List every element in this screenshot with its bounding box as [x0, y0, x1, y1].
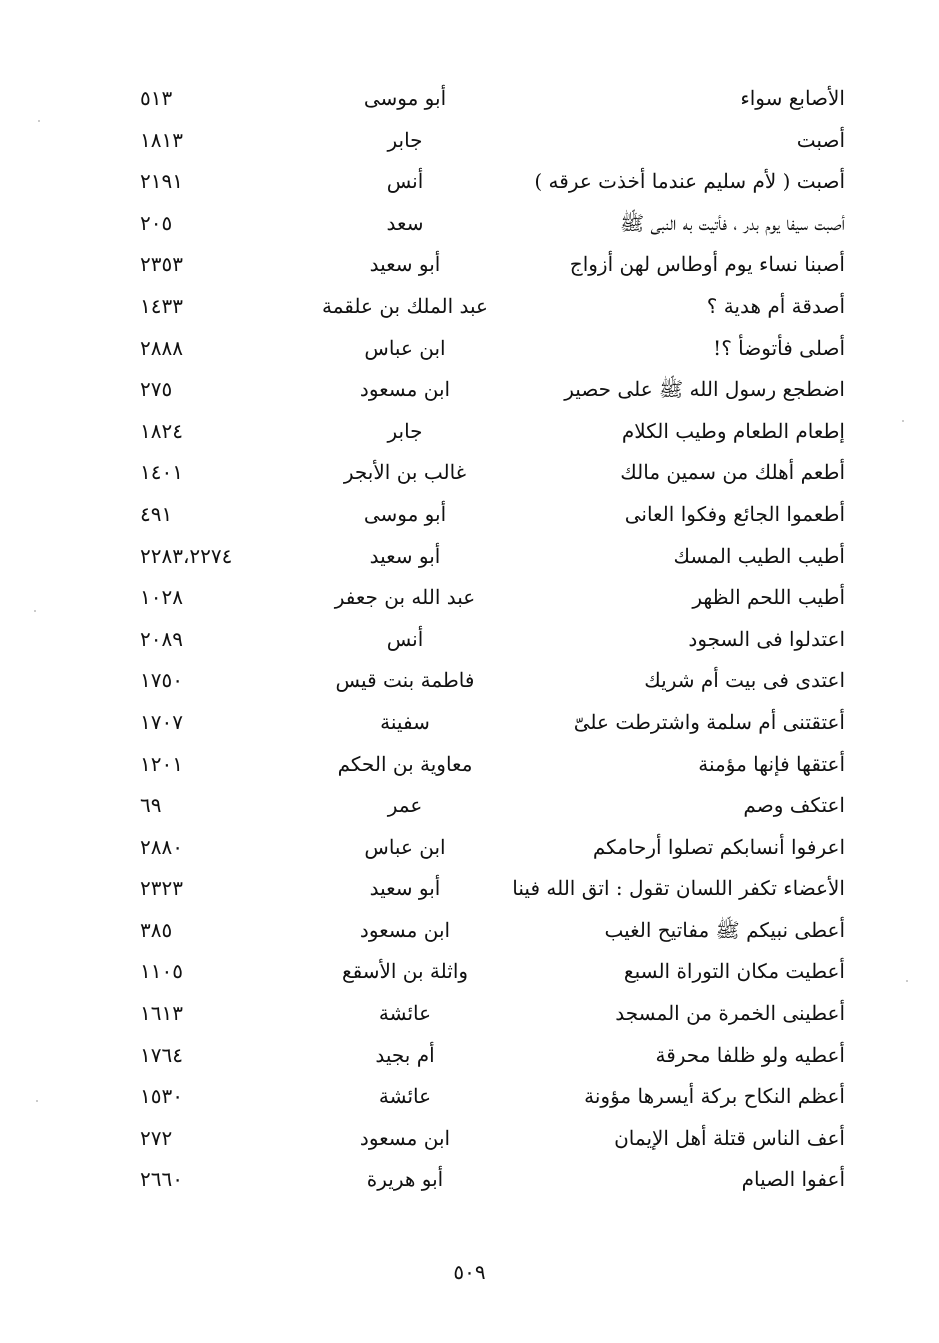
narrator-name: أبو موسى — [363, 501, 447, 526]
hadith-text: اعرفوا أنسابكم تصلوا أرحامكم — [592, 834, 845, 859]
hadith-text: أصبنا نساء يوم أوطاس لهن أزواج — [569, 252, 845, 277]
hadith-text: أعطيه ولو ظلفا محرقة — [655, 1042, 845, 1067]
hadith-text: أعظم النكاح بركة أيسرها مؤونة — [584, 1084, 845, 1109]
index-row — [0, 328, 939, 370]
hadith-number: ٢١٩١ — [140, 169, 183, 194]
hadith-text: الأعضاء تكفر اللسان تقول : اتق الله فينا — [512, 876, 845, 901]
narrator-name: أبو موسى — [363, 86, 447, 110]
hadith-number: ٢٧٢ — [140, 1125, 173, 1150]
margin-dot — [34, 610, 36, 612]
hadith-number: ١٥٣٠ — [140, 1084, 183, 1109]
narrator-name: أم بجيد — [375, 1042, 435, 1067]
hadith-number: ١٤٣٣ — [140, 293, 183, 318]
hadith-number: ١٨٢٤ — [140, 418, 183, 443]
hadith-text: أعطينى الخمرة من المسجد — [615, 1001, 845, 1026]
index-row — [0, 78, 939, 120]
index-row — [0, 993, 939, 1035]
index-row — [0, 120, 939, 162]
hadith-text: أطعم أهلك من سمين مالك — [620, 460, 845, 485]
hadith-text: أعتقها فإنها مؤمنة — [698, 751, 845, 776]
hadith-number: ١٤٠١ — [140, 460, 183, 485]
hadith-text: أعف الناس قتلة أهل الإيمان — [614, 1125, 845, 1150]
narrator-name: جابر — [387, 127, 423, 152]
hadith-text: أصدقة أم هدية ؟ — [706, 293, 845, 318]
narrator-name: ابن مسعود — [359, 377, 451, 402]
index-row — [0, 1159, 939, 1201]
index-row — [0, 910, 939, 952]
hadith-number: ١٠٢٨ — [140, 585, 183, 610]
index-row — [0, 619, 939, 661]
hadith-text: أطيب الطيب المسك — [673, 543, 845, 568]
hadith-text: اعتكف وصم — [743, 793, 845, 818]
hadith-number: ٢٣٥٣ — [140, 252, 183, 277]
margin-dot — [38, 120, 40, 122]
narrator-name: فاطمة بنت قيس — [335, 668, 475, 693]
index-row — [0, 1076, 939, 1118]
hadith-number: ٥١٣ — [140, 86, 173, 110]
narrator-name: أبو سعيد — [369, 543, 441, 568]
narrator-name: معاوية بن الحكم — [337, 751, 473, 776]
index-row — [0, 494, 939, 536]
narrator-name: واثلة بن الأسقع — [341, 959, 469, 984]
narrator-name: ابن مسعود — [359, 1125, 451, 1150]
index-row — [0, 286, 939, 328]
hadith-index-table — [0, 78, 939, 1201]
index-row — [0, 577, 939, 619]
index-row — [0, 536, 939, 578]
index-row — [0, 161, 939, 203]
hadith-number: ٢٠٥ — [140, 210, 173, 235]
hadith-text: أعتقتنى أم سلمة واشترطت علىّ — [573, 709, 845, 734]
index-row — [0, 452, 939, 494]
hadith-number: ٢٨٨٨ — [140, 335, 183, 360]
margin-dot — [36, 1100, 38, 1102]
hadith-number: ١٦١٣ — [140, 1001, 183, 1026]
hadith-text: اعتدى فى بيت أم شريك — [644, 668, 845, 693]
index-row — [0, 660, 939, 702]
hadith-number: ١٨١٣ — [140, 127, 183, 152]
index-row — [0, 702, 939, 744]
narrator-name: عبد الله بن جعفر — [334, 585, 476, 610]
index-row — [0, 868, 939, 910]
hadith-number: ٢٢٨٣،٢٢٧٤ — [140, 543, 233, 568]
hadith-number: ٤٩١ — [140, 501, 173, 526]
narrator-name: سفينة — [380, 709, 430, 734]
index-row — [0, 411, 939, 453]
index-row — [0, 744, 939, 786]
hadith-text: أعطى نبيكم ﷺ مفاتيح الغيب — [604, 917, 845, 942]
hadith-number: ٢٠٨٩ — [140, 626, 183, 651]
hadith-text: أصبت سيفا يوم بدر ، فأتيت به النبى ﷺ — [620, 210, 845, 235]
margin-dot — [902, 420, 904, 422]
narrator-name: أبو سعيد — [369, 876, 441, 901]
hadith-text: اضطجع رسول الله ﷺ على حصير — [564, 377, 845, 402]
narrator-name: ابن عباس — [364, 834, 446, 859]
narrator-name: ابن عباس — [364, 335, 446, 360]
hadith-text: أطعموا الجائع وفكوا العانى — [624, 501, 845, 526]
narrator-name: عمر — [387, 793, 423, 818]
hadith-text: الأصابع سواء — [740, 86, 845, 110]
hadith-number: ٢٧٥ — [140, 377, 173, 402]
hadith-text: اعتدلوا فى السجود — [688, 626, 845, 651]
hadith-number: ٢٣٢٣ — [140, 876, 183, 901]
index-row — [0, 1035, 939, 1077]
hadith-number: ١٧٦٤ — [140, 1042, 183, 1067]
hadith-number: ١١٠٥ — [140, 959, 183, 984]
hadith-text: أصبت ( لأم سليم عندما أخذت عرقه ) — [534, 169, 845, 194]
index-row — [0, 785, 939, 827]
narrator-name: ابن مسعود — [359, 917, 451, 942]
narrator-name: أنس — [386, 626, 424, 651]
hadith-text: أصلى فأتوضأ ؟! — [713, 335, 845, 360]
hadith-number: ٢٨٨٠ — [140, 834, 183, 859]
narrator-name: عائشة — [378, 1001, 432, 1026]
narrator-name: أبو هريرة — [366, 1167, 444, 1192]
index-row — [0, 369, 939, 411]
index-row — [0, 951, 939, 993]
margin-dot — [906, 980, 908, 982]
index-row — [0, 244, 939, 286]
narrator-name: أبو سعيد — [369, 252, 441, 277]
hadith-text: أعفوا الصيام — [741, 1167, 845, 1192]
hadith-number: ١٢٠١ — [140, 751, 183, 776]
hadith-number: ٢٦٦٠ — [140, 1167, 183, 1192]
hadith-number: ٦٩ — [140, 793, 162, 818]
narrator-name: سعد — [386, 210, 424, 235]
narrator-name: غالب بن الأبجر — [343, 460, 467, 485]
narrator-name: أنس — [386, 169, 424, 194]
hadith-text: إطعام الطعام وطيب الكلام — [621, 418, 845, 443]
hadith-text: أطيب اللحم الظهر — [692, 585, 845, 610]
index-row — [0, 1118, 939, 1160]
narrator-name: عبد الملك بن علقمة — [322, 293, 488, 318]
page-number: ٥٠٩ — [453, 1260, 486, 1284]
hadith-number: ٣٨٥ — [140, 917, 173, 942]
hadith-text: أصبت — [796, 127, 845, 152]
index-row — [0, 203, 939, 245]
hadith-number: ١٧٥٠ — [140, 668, 183, 693]
narrator-name: جابر — [387, 418, 423, 443]
index-row — [0, 827, 939, 869]
hadith-number: ١٧٠٧ — [140, 709, 183, 734]
hadith-text: أعطيت مكان التوراة السبع — [623, 959, 845, 984]
narrator-name: عائشة — [378, 1084, 432, 1109]
